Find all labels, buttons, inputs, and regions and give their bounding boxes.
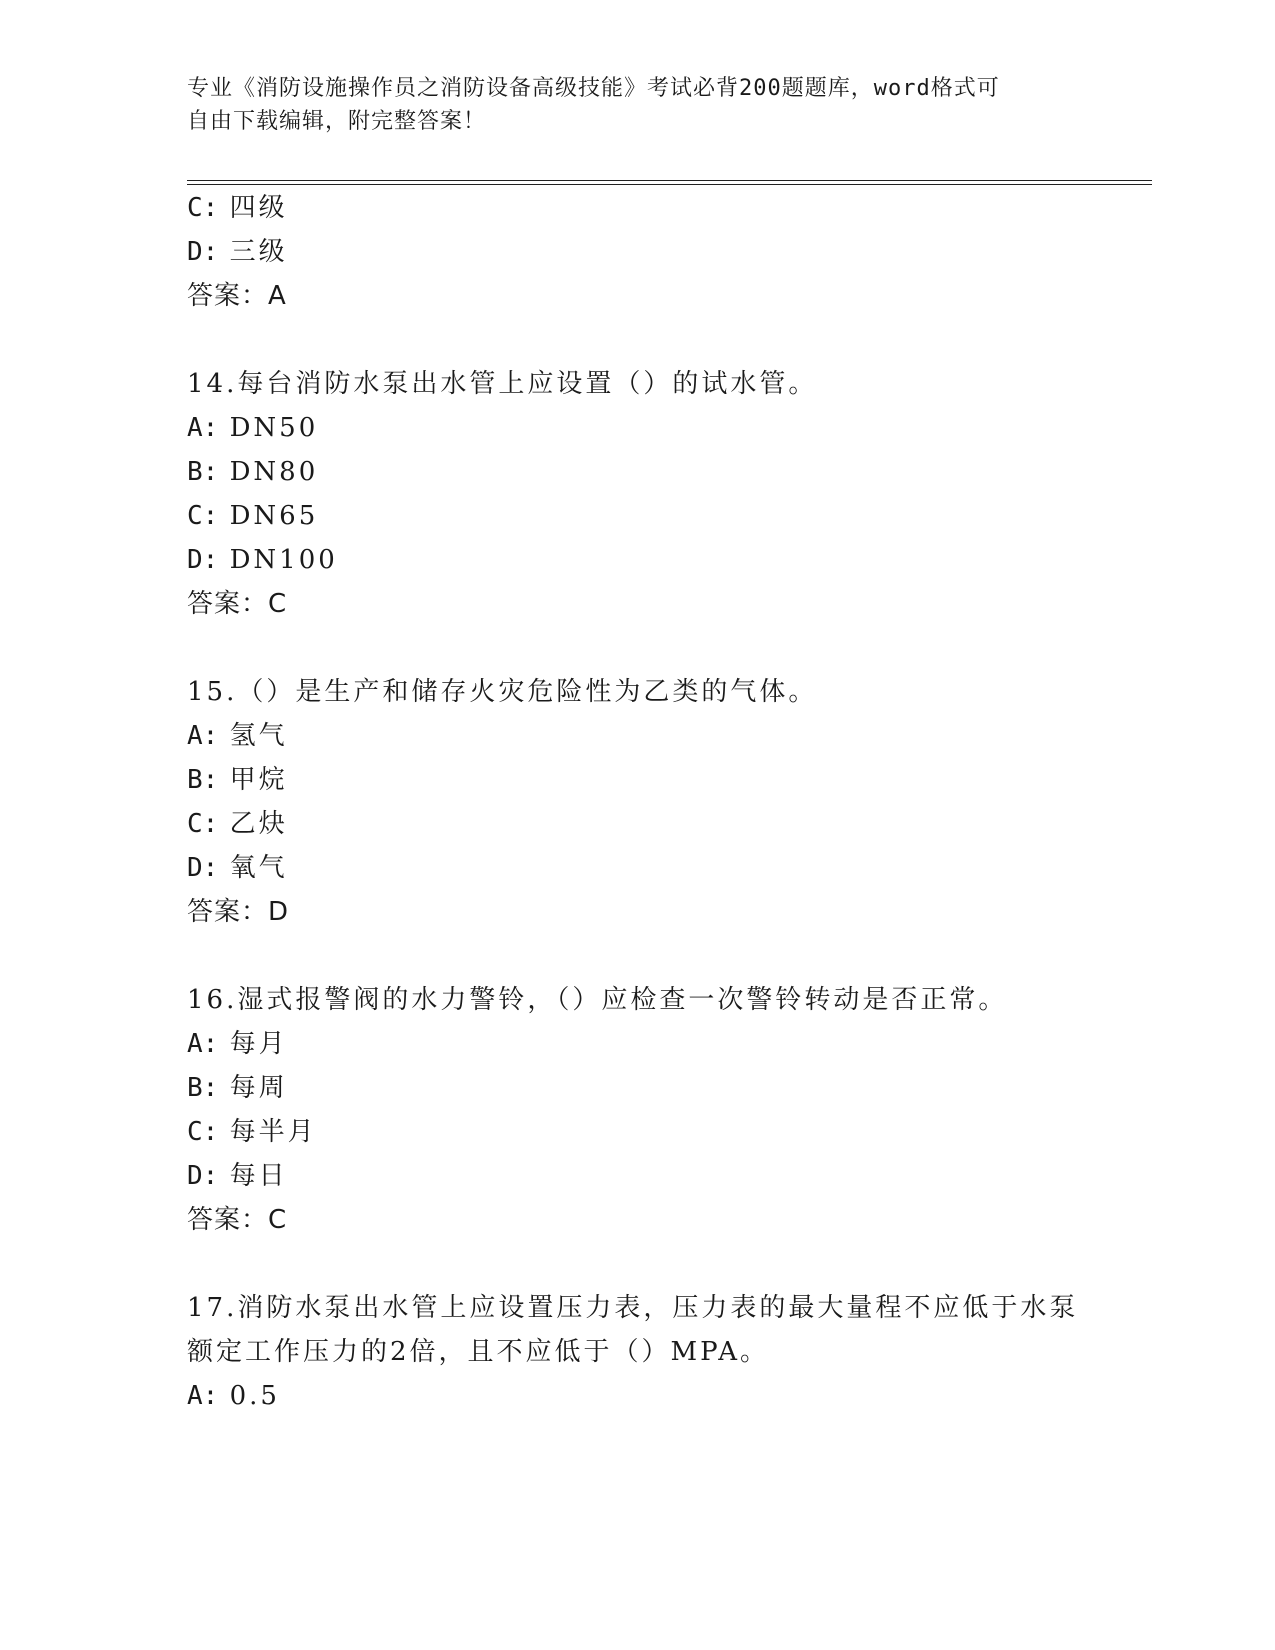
option-c: C: 每半月: [187, 1117, 317, 1147]
answer-line: 答案：A: [187, 281, 287, 311]
option-b: B: 甲烷: [187, 765, 288, 795]
option-d: D: 三级: [187, 237, 288, 267]
answer-line: 答案：D: [187, 897, 290, 927]
answer-line: 答案：C: [187, 589, 288, 619]
question-stem-continued: 额定工作压力的2倍，且不应低于（）MPA。: [187, 1337, 770, 1367]
question-stem: 14.每台消防水泵出水管上应设置（）的试水管。: [187, 369, 818, 399]
header-line-2: 自由下载编辑，附完整答案！: [187, 109, 487, 134]
option-b: B: DN80: [187, 457, 319, 487]
option-a: A: 0.5: [187, 1381, 280, 1411]
question-stem: 16.湿式报警阀的水力警铃，（）应检查一次警铃转动是否正常。: [187, 985, 1008, 1015]
document-header: [187, 72, 1087, 138]
header-line-1: 专业《消防设施操作员之消防设备高级技能》考试必背200题题库，word格式可: [187, 76, 1000, 101]
option-d: D: DN100: [187, 545, 338, 575]
header-divider-bottom: [187, 184, 1152, 185]
option-a: A: 每月: [187, 1029, 288, 1059]
option-d: D: 每日: [187, 1161, 288, 1191]
option-c: C: 乙炔: [187, 809, 288, 839]
option-a: A: DN50: [187, 413, 319, 443]
header-divider-top: [187, 180, 1152, 181]
question-stem: 15.（）是生产和储存火灾危险性为乙类的气体。: [187, 677, 818, 707]
option-c: C: 四级: [187, 193, 288, 223]
option-c: C: DN65: [187, 501, 319, 531]
question-stem: 17.消防水泵出水管上应设置压力表，压力表的最大量程不应低于水泵: [187, 1293, 1079, 1323]
option-a: A: 氢气: [187, 721, 288, 751]
option-b: B: 每周: [187, 1073, 288, 1103]
answer-line: 答案：C: [187, 1205, 288, 1235]
option-d: D: 氧气: [187, 853, 288, 883]
